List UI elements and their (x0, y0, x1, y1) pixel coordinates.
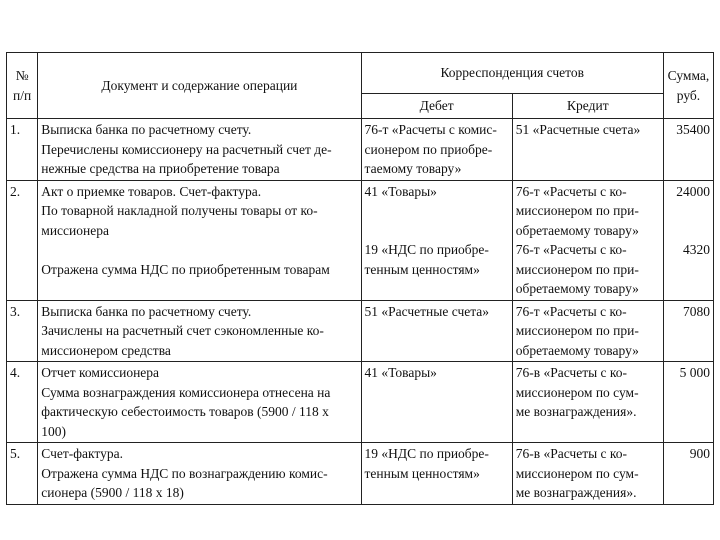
header-debit: Дебет (361, 94, 512, 119)
text-line: сионером по приобре- (364, 141, 493, 157)
text-line: миссионером по сум- (515, 465, 639, 481)
header-credit: Кредит (512, 94, 663, 119)
text-line: 100) (41, 423, 67, 439)
amount-value: 7080 (683, 303, 710, 319)
amount-cell (663, 300, 713, 362)
amount-value: 5 000 (679, 365, 710, 380)
amount-value: 900 (689, 446, 710, 461)
credit-account (512, 362, 663, 443)
text-line: обретаемому товару» (515, 222, 639, 238)
text-line: Акт о приемке товаров. Счет-фактура. (41, 183, 262, 199)
header-number: № п/п (7, 53, 38, 119)
table-row (7, 300, 714, 362)
header-correspondence: Корреспонденция счетов (361, 53, 663, 94)
text-line: миссионером по при- (515, 323, 639, 338)
amount-cell (663, 362, 713, 443)
text-line: Отражена сумма НДС по вознаграждению комис- (41, 465, 328, 481)
text-line: миссионера (41, 222, 109, 238)
text-line: 76-в «Расчеты с ко- (515, 365, 628, 380)
table-row (7, 362, 714, 443)
text-line: Перечислены комиссионеру на расчетный счет де- (41, 141, 332, 157)
text-line: 76-т «Расчеты с ко- (515, 183, 627, 199)
text-line: фактическую себестоимость товаров (5900 / 118 х (41, 404, 329, 419)
text-line: миссионером по сум- (515, 384, 639, 400)
operation-description (38, 362, 361, 443)
header-sum: Сумма, руб. (663, 53, 713, 119)
text-line: 76-т «Расчеты с ко- (515, 242, 627, 257)
row-number: 2. (7, 180, 38, 300)
header-row (7, 53, 714, 94)
credit-account (512, 180, 663, 300)
credit-account (512, 443, 663, 505)
amount-cell (663, 180, 713, 300)
debit-account (361, 119, 512, 181)
debit-account (361, 443, 512, 505)
row-number: 1. (7, 119, 38, 181)
text-line: Выписка банка по расчетному счету. (41, 303, 252, 319)
text-line: 76-т «Расчеты с ко- (515, 303, 627, 319)
text-line: миссионером по при- (515, 261, 639, 277)
debit-account (361, 300, 512, 362)
text-line: Сумма вознаграждения комиссионера отнесена на (41, 384, 331, 400)
debit-account (361, 180, 512, 300)
text-line: Счет-фактура. (41, 446, 123, 461)
amount-value: 4320 (683, 242, 710, 257)
header-document: Документ и содержание операции (38, 53, 361, 119)
text-line: Отражена сумма НДС по приобретенным товарам (41, 261, 330, 277)
text-line: 19 «НДС по приобре- (364, 446, 489, 461)
text-line: Зачислены на расчетный счет сэкономленные ко- (41, 323, 324, 338)
amount-value: 35400 (676, 122, 710, 137)
table-row (7, 119, 714, 181)
text-line: Выписка банка по расчетному счету. (41, 122, 252, 137)
text-line: ме вознаграждения». (515, 485, 637, 500)
row-number: 5. (7, 443, 38, 505)
text-line: миссионером по при- (515, 203, 639, 218)
amount-value: 24000 (676, 183, 710, 199)
text-line: По товарной накладной получены товары от ко- (41, 203, 318, 218)
operation-description (38, 119, 361, 181)
accounting-table (6, 52, 714, 505)
credit-account (512, 119, 663, 181)
text-line: сионера (5900 / 118 х 18) (41, 485, 184, 500)
amount-cell (663, 443, 713, 505)
text-line: 76-т «Расчеты с комис- (364, 122, 497, 137)
text-line: 76-в «Расчеты с ко- (515, 446, 628, 461)
text-line: Отчет комиссионера (41, 365, 160, 380)
table-row (7, 180, 714, 300)
row-number: 3. (7, 300, 38, 362)
ledger-document (6, 52, 714, 505)
text-line: 51 «Расчетные счета» (364, 303, 490, 319)
text-line: тенным ценностям» (364, 465, 480, 481)
table-row (7, 443, 714, 505)
credit-account (512, 300, 663, 362)
text-line: 41 «Товары» (364, 365, 437, 380)
text-line: обретаемому товару» (515, 342, 639, 358)
text-line: 19 «НДС по приобре- (364, 242, 489, 257)
text-line: миссионером средства (41, 342, 171, 358)
text-line: 41 «Товары» (364, 183, 437, 199)
debit-account (361, 362, 512, 443)
text-line: нежные средства на приобретение товара (41, 161, 280, 176)
text-line: 51 «Расчетные счета» (515, 122, 641, 137)
operation-description (38, 180, 361, 300)
text-line: обретаемому товару» (515, 281, 639, 296)
text-line: ме вознаграждения». (515, 404, 637, 419)
amount-cell (663, 119, 713, 181)
text-line: тенным ценностям» (364, 261, 480, 277)
operation-description (38, 443, 361, 505)
text-line: таемому товару» (364, 161, 462, 176)
row-number: 4. (7, 362, 38, 443)
operation-description (38, 300, 361, 362)
